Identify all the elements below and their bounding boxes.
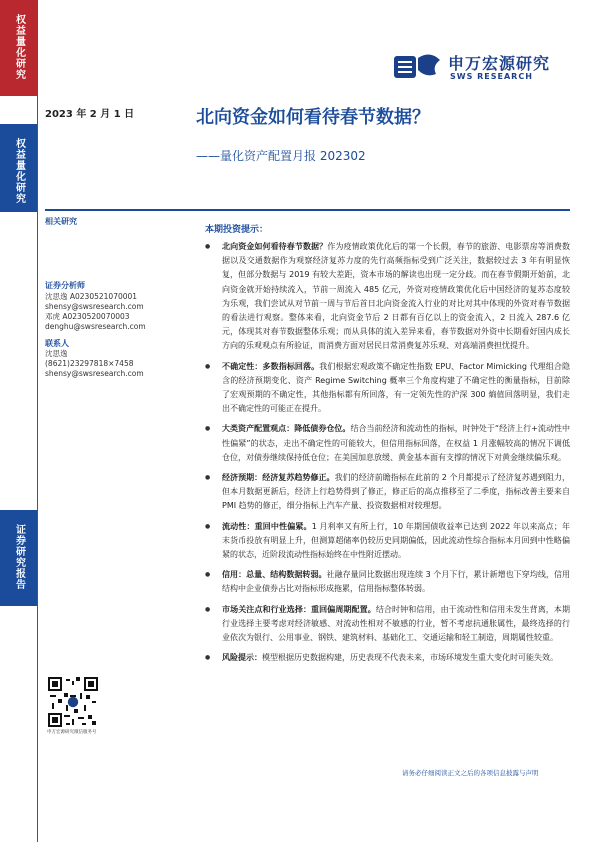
sidebar-divider (37, 0, 38, 842)
bullet-economic-expectation (205, 471, 570, 514)
sidebar-label-middle: 权益量化研究 (13, 138, 25, 204)
bullet-lead: 经济预期：经济复苏趋势修正。 (222, 473, 335, 483)
bullet-body: 结合时钟和信用，由于流动性和信用未发生背离，本期行业选择主要考虑对经济敏感、对流动性相对不敏感的行业，暂不考虑抗通胀属性，最终选择的行业依次为银行、公用事业、钢铁、建筑材料、基础化工、交通运输和轻工制造，周期属性较重。 (222, 604, 571, 643)
sidebar-block-middle (0, 124, 38, 212)
related-research-heading: 相关研究 (45, 217, 77, 226)
bullet-lead: 大类资产配置观点：降低债券仓位。 (222, 424, 351, 434)
analyst-line: 邓虎 A0230520070003 (45, 312, 130, 321)
bullet-lead: 风险提示： (222, 653, 262, 663)
logo-mark-icon (392, 48, 444, 86)
bullet-northbound (205, 240, 570, 354)
report-title: 北向资金如何看待春节数据？ (196, 107, 430, 128)
bullet-credit (205, 568, 570, 596)
report-date: 2023 年 2 月 1 日 (45, 109, 135, 120)
logo-text-cn: 申万宏源研究 (448, 54, 551, 73)
bullet-body: 1 月利率又有所上行，10 年期国债收益率已达到 2022 年以来高点；年末货币投放有明显上升，但测算超储率仍较历史同期偏低，因此流动性综合指标本月回到中性略偏紧的状态，近阶段流动性指标始终在中性附近摆动。 (222, 521, 570, 560)
bullet-lead: 信用：总量、结构数据转弱。 (222, 570, 327, 580)
analyst-email[interactable]: shensy@swsresearch.com (45, 302, 144, 311)
bullet-body: 我们根据宏观政策不确定性指数 EPU、Factor Mimicking 代理组合隐含的经济预期变化、资产 Regime Switching 概率三个角度构建了不确定性的衡量指标，目前除了宏观预期的不确定性，其他指标都有所回落，有一定领先性的沪深 300 熵值回落明显，我们走出不确定性的可能正在提升。 (222, 361, 570, 414)
key-points-list (205, 240, 570, 665)
bullet-body: 结合当前经济和流动性的指标，时钟处于“经济上行+流动性中性偏紧”的状态，走出不确定性的可能较大，但信用指标回落，在权益 1 月涨幅较高的情况下调低仓位，对债券继续保持低仓位；在美国加息放缓、黄金基本面有支撑的情况下对黄金继续偏乐观。 (222, 424, 570, 462)
contact-email[interactable]: shensy@swsresearch.com (45, 369, 144, 378)
bullet-lead: 北向资金如何看待春节数据？ (222, 242, 328, 251)
bullet-lead: 不确定性：多数指标回落。 (222, 361, 320, 371)
logo-text-en: SWS RESEARCH (450, 72, 533, 81)
sidebar (0, 0, 38, 842)
sidebar-block-bottom (0, 510, 38, 606)
qr-code-icon[interactable] (48, 677, 98, 727)
bullet-industry-selection (205, 603, 570, 646)
bullet-body: 作为疫情政策优化后的第一个长假，春节的旅游、电影票房等消费数据以及交通数据作为观察经济复苏力度的先行高频指标受到广泛关注，数据较过去 3 年有明显恢复，但部分数据与 2019 有较大差距，资本市场的解读也出现一定分歧。而在春节假期开始前，北向资金就开始持续流入，节前一周流入 485 亿元，外资对疫情政策优化后中国经济的复苏态度较为乐观，我们尝试从对节前一周与节后首日北向资金流入行业的对比对其中体现的外资对春节数据的看法进行观察。整体来看，北向资金节后 2 日都有百亿以上的资金流入，2 日流入 287.6 亿元，体现其对春节数据整体乐观；而从具体的流入差异来看，春节数据对外资中长期看好国内成长方向的乐观观点有所验证，而消费方面对居民日常消费复苏乐观、对高端消费担忧提升。 (222, 242, 571, 351)
sidebar-label-bottom: 证券研究报告 (13, 524, 25, 590)
bullet-body: 社融存量同比数据出现连续 3 个月下行，累计新增也下穿均线，信用结构中企业债券占比对指标形成拖累，信用指标整体转弱。 (222, 570, 570, 594)
bullet-uncertainty (205, 360, 570, 417)
bullet-body: 模型根据历史数据构建，历史表现不代表未来，市场环境发生重大变化时可能失效。 (262, 653, 558, 663)
qr-caption: 申万宏源研究微信服务号 (47, 730, 97, 735)
bullet-liquidity (205, 520, 570, 563)
analyst-line: 沈思逸 A0230521070001 (45, 292, 138, 301)
analyst-email[interactable]: denghu@swsresearch.com (45, 322, 146, 331)
analyst-heading: 证券分析师 (45, 281, 85, 290)
bullet-asset-allocation (205, 422, 570, 465)
contact-phone: (8621)23297818×7458 (45, 359, 134, 368)
bullet-lead: 市场关注点和行业选择：重回偏周期配置。 (222, 604, 376, 614)
sidebar-block-top (0, 0, 38, 96)
bullet-risk-warning (205, 651, 570, 665)
header-rule (45, 209, 570, 211)
company-logo (392, 48, 572, 88)
bullet-body: 我们的经济前瞻指标在此前的 2 个月都提示了经济复苏遇到阻力，但本月数据更新后，经济上行趋势得到了修正，修正后的高点推移至了二季度，指标改善主要来自 PMI 趋势的修正，细分指标上汽车产量、投资数据相对较理想。 (222, 473, 570, 511)
contact-name: 沈思逸 (45, 349, 68, 358)
key-points-heading: 本期投资提示： (205, 225, 269, 235)
contact-heading: 联系人 (45, 339, 69, 348)
bullet-lead: 流动性：重回中性偏紧。 (222, 521, 312, 531)
sidebar-label-top: 权益量化研究 (13, 14, 25, 80)
report-subtitle: ——量化资产配置月报 202302 (196, 149, 366, 163)
disclaimer-footer[interactable]: 请务必仔细阅读正文之后的各项信息披露与声明 (402, 769, 539, 777)
